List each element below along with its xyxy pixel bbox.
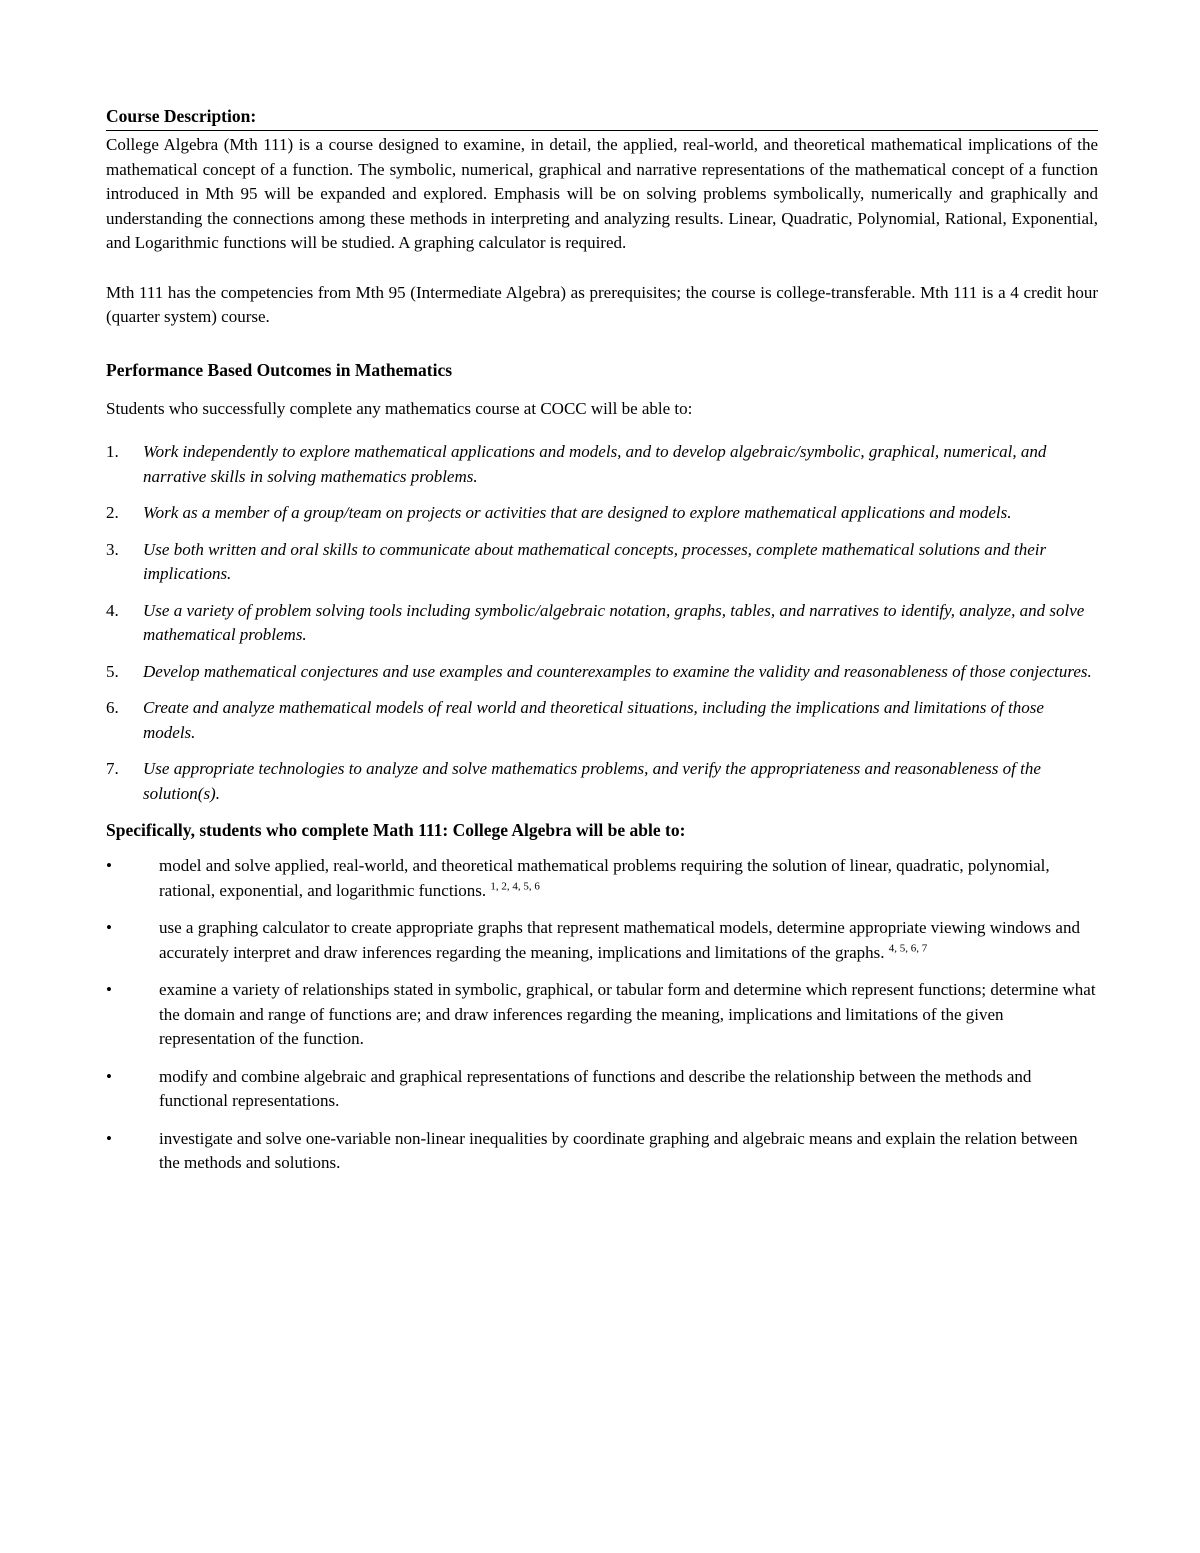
- specific-outcomes-heading: Specifically, students who complete Math 111: College Algebra will be able to:: [106, 820, 686, 840]
- outcomes-list: [106, 440, 1098, 806]
- outcome-text: Use both written and oral skills to communicate about mathematical concepts, processes, complete mathematical solutions and their implications.: [143, 539, 1047, 583]
- outcome-number: 3.: [106, 539, 119, 559]
- outcome-text: Work independently to explore mathematical applications and models, and to develop algebraic/symbolic, graphical, numerical, and narrative skills in solving mathematics problems.: [143, 442, 1047, 486]
- document-page: [106, 104, 1098, 1189]
- skill-item: [106, 1065, 1098, 1114]
- outcome-item: [106, 757, 1098, 806]
- outcome-text: Create and analyze mathematical models of real world and theoretical situations, including the implications and limitations of those models.: [143, 698, 1044, 742]
- outcome-number: 7.: [106, 759, 119, 778]
- outcome-text: Use appropriate technologies to analyze and solve mathematics problems, and verify the appropriateness and reasonableness of the solution(s).: [143, 759, 1041, 803]
- course-description-paragraph: College Algebra (Mth 111) is a course designed to examine, in detail, the applied, real-world, and theoretical mathematical implications of the mathematical concept of a function. The symbolic, numerical, graphical and narrative representations of the mathematical concept of a function introduced in Mth 95 will be expanded and explored. Emphasis will be on solving problems symbolically, numerically and graphically and understanding the connections among these methods in interpreting and analyzing results. Linear, Quadratic, Polynomial, Rational, Exponential, and Logarithmic functions will be studied. A graphing calculator is required.: [106, 135, 1098, 252]
- outcome-number: 2.: [106, 503, 119, 522]
- course-description-heading: Course Description:: [106, 106, 257, 126]
- outcome-number: 1.: [106, 442, 119, 461]
- skill-text: use a graphing calculator to create appropriate graphs that represent mathematical models, determine appropriate viewing windows and accurately interpret and draw inferences regarding the meaning, implications and limitations of the graphs.: [159, 918, 1080, 962]
- outcomes-intro: Students who successfully complete any mathematics course at COCC will be able to:: [106, 398, 693, 418]
- outcome-item: [106, 501, 1098, 526]
- bullet-icon: •: [106, 856, 112, 875]
- skill-item: [106, 854, 1098, 903]
- outcome-item: [106, 599, 1098, 648]
- outcome-number: 6.: [106, 698, 119, 717]
- skill-text: examine a variety of relationships stated in symbolic, graphical, or tabular form and determine which represent functions; determine what the domain and range of functions are; and draw inferences regarding the meaning, implications and limitations of the given representation of the function.: [159, 980, 1096, 1048]
- outcome-item: [106, 696, 1098, 745]
- outcome-text: Work as a member of a group/team on projects or activities that are designed to explore mathematical applications and models.: [143, 503, 1012, 522]
- specific-outcomes-list: [106, 854, 1098, 1176]
- bullet-icon: •: [106, 918, 112, 937]
- outcome-text: Use a variety of problem solving tools including symbolic/algebraic notation, graphs, tables, and narratives to identify, analyze, and solve mathematical problems.: [143, 600, 1085, 644]
- outcome-text: Develop mathematical conjectures and use examples and counterexamples to examine the validity and reasonableness of those conjectures.: [143, 661, 1092, 681]
- outcomes-heading: Performance Based Outcomes in Mathematics: [106, 359, 453, 380]
- outcome-item: [106, 538, 1098, 587]
- course-description-heading-block: [106, 104, 1098, 131]
- outcome-item: [106, 440, 1098, 489]
- outcome-reference: 1, 2, 4, 5, 6: [490, 879, 540, 892]
- skill-item: [106, 978, 1098, 1052]
- bullet-icon: •: [106, 1066, 112, 1086]
- skill-text: model and solve applied, real-world, and theoretical mathematical problems requiring the solution of linear, quadratic, polynomial, rational, exponential, and logarithmic functions.: [159, 856, 1050, 900]
- bullet-icon: •: [106, 1128, 112, 1148]
- skill-text: modify and combine algebraic and graphical representations of functions and describe the relationship between the methods and functional representations.: [159, 1066, 1032, 1110]
- skill-item: [106, 1127, 1098, 1176]
- bullet-icon: •: [106, 980, 112, 999]
- outcome-number: 5.: [106, 661, 119, 681]
- outcome-reference: 4, 5, 6, 7: [888, 941, 928, 954]
- skill-item: [106, 916, 1098, 965]
- outcome-item: [106, 660, 1098, 685]
- prerequisite-paragraph: Mth 111 has the competencies from Mth 95 (Intermediate Algebra) as prerequisites; the course is college-transferable. Mth 111 is a 4 credit hour (quarter system) course.: [106, 282, 1098, 326]
- outcome-number: 4.: [106, 600, 119, 620]
- skill-text: investigate and solve one-variable non-linear inequalities by coordinate graphing and algebraic means and explain the relation between the methods and solutions.: [159, 1128, 1078, 1172]
